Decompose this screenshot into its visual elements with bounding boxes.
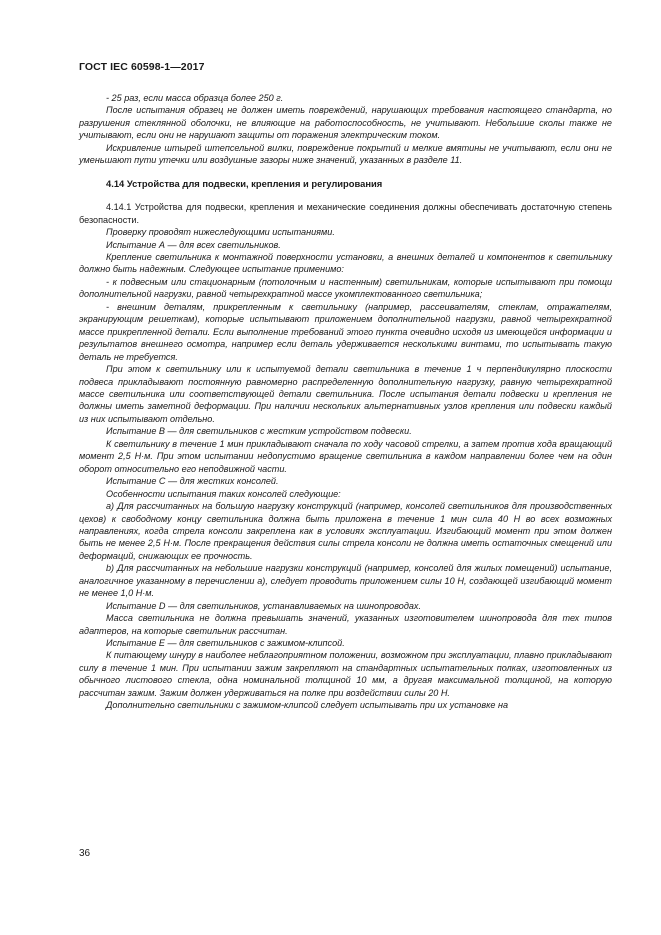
list-item: b) Для рассчитанных на небольшие нагрузки конструкций (например, консолей для жилых помещений) испытание, аналогичное указанному в перечислении а), следует проводить приложением силы 10 Н, создающей изгибающий момент не менее 1,0 Н·м. [79,563,612,599]
test-heading: Испытание С — для жестких консолей. [106,476,279,487]
test-heading: Испытание В — для светильников с жестким устройством подвески. [106,426,412,437]
paragraph: Дополнительно светильники с зажимом-клипсой следует испытывать при их установке на [106,700,509,711]
paragraph: - 25 раз, если масса образца более 250 г. [106,93,284,103]
document-header: ГОСТ IEC 60598-1—2017 [79,61,205,73]
list-item: a) Для рассчитанных на большую нагрузку конструкций (например, консолей светильников для производственных цехов) к свободному концу светильника должна быть приложена в течение 1 мин сила 40 Н во всех возможных направлениях, когда стрела консоли закреплена как в условиях эксплуатации. Изгибающий момент при этом должен быть не менее 2,5 Н·м. После прекращения действия силы стрела консоли не должна иметь остаточных смещений или деформаций, снижающих ее прочность. [79,501,612,561]
test-heading: Испытание D — для светильников, устанавливаемых на шинопроводах. [106,600,421,611]
test-heading: Испытание Е — для светильников с зажимом-клипсой. [106,638,345,649]
page-content [79,92,612,712]
paragraph: После испытания образец не должен иметь повреждений, нарушающих требования настоящего стандарта, но разрушения стеклянной оболочки, не влияющие на работоспособность, не учитывают. Небольшие сколы также не учитывают, если они не нарушают защиты от поражения электрическим током. [79,105,612,141]
paragraph: К питающему шнуру в наиболее неблагоприятном положении, возможном при эксплуатации, плавно прикладывают силу в течение 1 мин. При испытании зажим закрепляют на стандартных испытательных полках, изготовленных из обычного листового стекла, одна номинальной толщиной 10 мм, а другая максимальной толщиной, на которую рассчитан зажим. Зажим должен удерживаться на полке при воздействии силы 20 Н. [79,650,612,698]
page-number: 36 [79,848,91,859]
paragraph: 4.14.1 Устройства для подвески, крепления и механические соединения должны обеспечивать достаточную степень безопасности. [79,202,612,225]
paragraph: Масса светильника не должна превышать значений, указанных изготовителем шинопровода для тех типов адаптеров, на которые светильник рассчитан. [79,613,612,636]
paragraph: Проверку проводят нижеследующими испытаниями. [106,227,335,238]
paragraph: При этом к светильнику или к испытуемой детали светильника в течение 1 ч перпендикулярно плоскости подвеса прикладывают постоянную равномерно распределенную дополнительную нагрузку, равную четырехкратной массе светильника или соответствующей детали светильника. После испытания детали подвески и крепления не должны иметь заметной деформации. При наличии нескольких альтернативных узлов крепления или подвески каждый из них испытывают отдельно. [79,364,612,424]
list-item: - внешним деталям, прикрепленным к светильнику (например, рассеивателям, стеклам, отражателям, экранирующим решеткам), которые испытывают приложением дополнительной нагрузки, равной четырехкратной массе прикрепленной детали. Если выполнение требований этого пункта очевидно исходя из имеющейся информации и результатов внешнего осмотра, например если деталь удерживается несколькими винтами, то испытывать такую деталь не требуется. [79,301,612,362]
section-title: 4.14 Устройства для подвески, крепления и регулирования [106,177,383,189]
list-item: - к подвесным или стационарным (потолочным и настенным) светильникам, которые испытывают при помощи дополнительной нагрузки, равной четырехкратной массе укомплектованного светильника; [79,276,612,300]
paragraph: Крепление светильника к монтажной поверхности установки, а внешних деталей и компонентов к светильнику должно быть надежным. Следующее испытание применимо: [79,251,612,275]
paragraph: Особенности испытания таких консолей следующие: [106,488,341,499]
paragraph: Искривление штырей штепсельной вилки, повреждение покрытий и мелкие вмятины не учитывают, если они не уменьшают пути утечки или воздушные зазоры ниже значений, указанных в разделе 11. [79,142,612,166]
test-heading: Испытание А — для всех светильников. [106,239,281,250]
paragraph: К светильнику в течение 1 мин прикладывают сначала по ходу часовой стрелки, а затем против хода вращающий момент 2,5 Н·м. При этом испытании недопустимо вращение светильника в каждом направлении более чем на один оборот относительно его неподвижной части. [79,438,612,474]
